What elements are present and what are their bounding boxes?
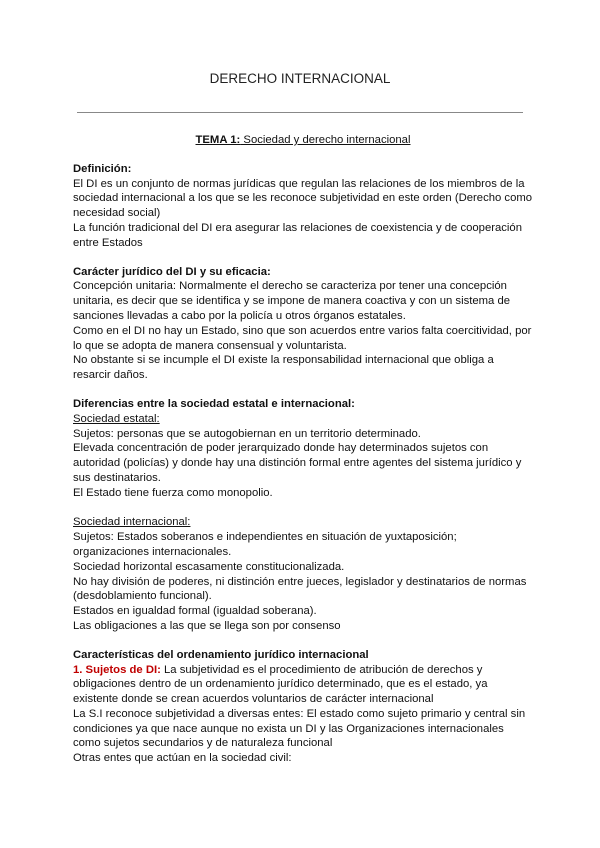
paragraph: Las obligaciones a las que se llega son por consenso	[73, 619, 341, 632]
subheading-estatal: Sociedad estatal:	[73, 412, 160, 425]
section-caracteristicas	[73, 648, 533, 766]
subheading-internacional: Sociedad internacional:	[73, 516, 191, 529]
section-heading: Definición:	[73, 162, 132, 175]
tema-title	[73, 133, 533, 148]
spacer	[73, 501, 533, 516]
paragraph: Otras entes que actúan en la sociedad civil:	[73, 752, 292, 765]
paragraph: Sujetos: Estados soberanos e independientes en situación de yuxtaposición; organizaciones internacionales.	[73, 531, 457, 558]
paragraph: No obstante si se incumple el DI existe la responsabilidad internacional que obliga a resarcir daños.	[73, 354, 494, 382]
section-diferencias	[73, 397, 533, 634]
document-header: DERECHO INTERNACIONAL	[209, 71, 391, 86]
section-definicion	[73, 162, 533, 251]
paragraph: Sujetos: personas que se autogobiernan en un territorio determinado.	[73, 427, 421, 440]
paragraph: Elevada concentración de poder jerarquizado donde hay determinados sujetos con autoridad (policías) y donde hay una distinción formal entre agentes del sistema jurídico y sus destinatarios.	[73, 442, 522, 484]
paragraph: El Estado tiene fuerza como monopolio.	[73, 486, 273, 499]
section-caracter	[73, 265, 533, 383]
paragraph-item-1: 1. Sujetos de DI: La subjetividad es el procedimiento de atribución de derechos y obligaciones dentro de un ordenamiento jurídico determinado, que es el estado, ya existente donde se crean acuerdos voluntarios de carácter internacional	[73, 663, 488, 706]
paragraph: La S.I reconoce subjetividad a diversas entes: El estado como sujeto primario y central sin condiciones ya que nace aunque no exista un DI y las Organizaciones internacionales como sujetos secundarios y de naturaleza funcional	[73, 707, 526, 750]
section-heading: Diferencias entre la sociedad estatal e internacional:	[73, 397, 355, 410]
section-heading: Carácter jurídico del DI y su eficacia:	[73, 265, 271, 278]
paragraph: Estados en igualdad formal (igualdad soberana).	[73, 605, 317, 618]
tema-label: TEMA 1: Sociedad y derecho internacional	[195, 134, 411, 146]
item-label: 1. Sujetos de DI:	[73, 663, 161, 676]
paragraph: La función tradicional del DI era asegurar las relaciones de coexistencia y de cooperación entre Estados	[73, 221, 523, 249]
header-divider	[77, 112, 523, 113]
paragraph: No hay división de poderes, ni distinción entre jueces, legislador y destinatarios de normas (desdoblamiento funcional).	[73, 575, 527, 603]
document-body	[73, 133, 533, 766]
paragraph: Sociedad horizontal escasamente constitucionalizada.	[73, 560, 345, 573]
section-heading: Características del ordenamiento jurídico internacional	[73, 648, 369, 661]
paragraph: Como en el DI no hay un Estado, sino que son acuerdos entre varios falta coercitividad, por lo que se adopta de manera consensual y voluntarista.	[73, 324, 532, 352]
paragraph: Concepción unitaria: Normalmente el derecho se caracteriza por tener una concepción unitaria, es decir que se identifica y se impone de manera coactiva y con un sistema de sanciones llevadas a cabo por la policía u otros órganos estatales.	[73, 280, 511, 322]
paragraph: El DI es un conjunto de normas jurídicas que regulan las relaciones de los miembros de la sociedad internacional a los que se les reconoce subjetividad en este orden (Derecho como necesidad social)	[73, 177, 533, 220]
